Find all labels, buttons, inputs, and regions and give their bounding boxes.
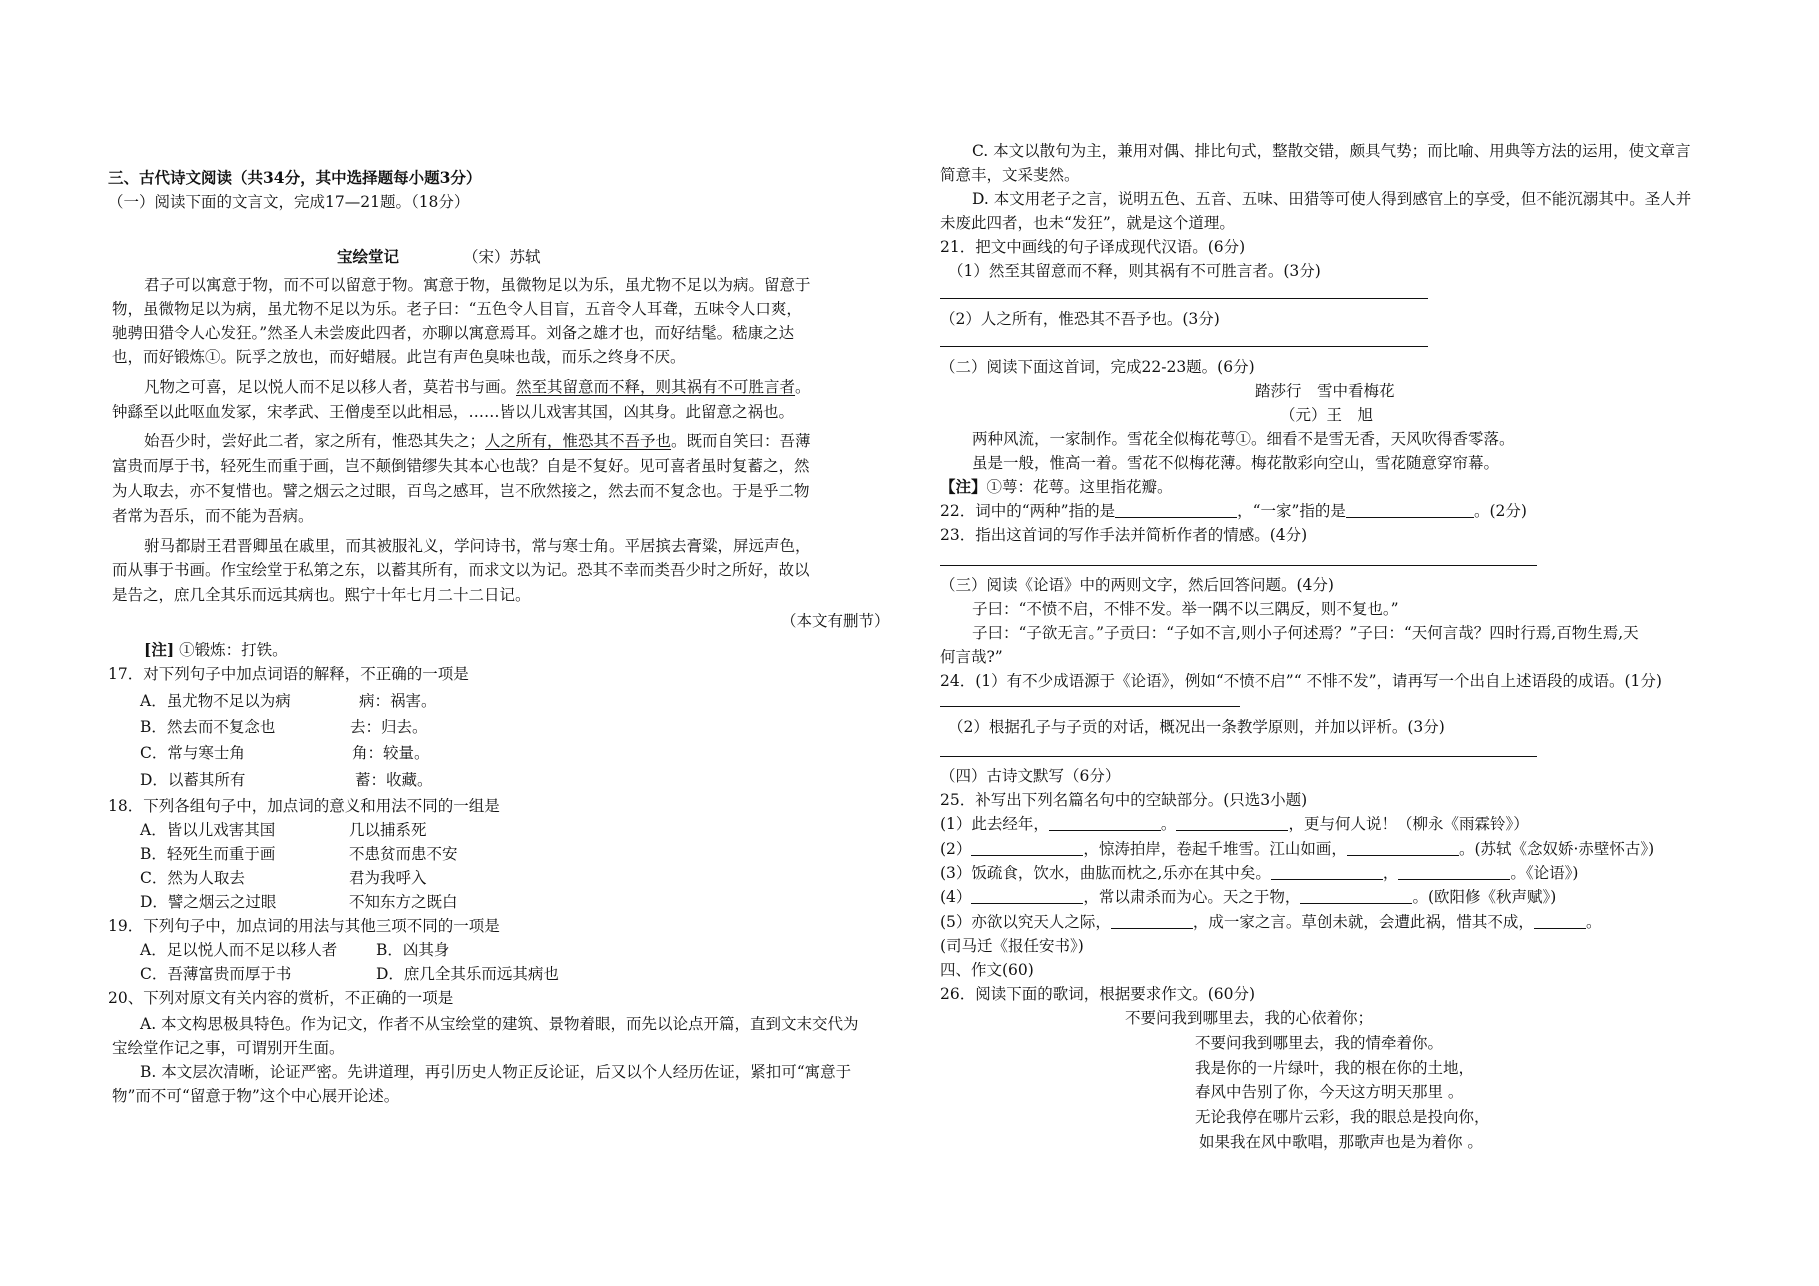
question-25-5 — [940, 910, 1601, 934]
question-25-1 — [940, 812, 1529, 836]
lyric-line: 不要问我到哪里去，我的心依着你； — [1125, 1009, 1374, 1027]
option-18-b: B．轻死生而重于画 — [140, 845, 276, 863]
lunyu-passage-2: 子曰：“子欲无言。”子贡曰：“子如不言,则小子何述焉？”子曰：“天何言哉？四时行焉,百物生焉,天 — [972, 624, 1639, 642]
question-18: 18．下列各组句子中，加点词的意义和用法不同的一组是 — [108, 797, 500, 815]
section-4-title: 四、作文(60) — [940, 961, 1034, 979]
question-26: 26．阅读下面的歌词，根据要求作文。(60分) — [940, 985, 1256, 1003]
fill-text: ，成一家之言。草创未就，会遭此祸，惜其不成， — [1192, 913, 1534, 931]
answer-blank[interactable] — [1176, 815, 1288, 831]
passage-line — [144, 429, 811, 453]
fill-text: 。 — [1160, 815, 1177, 833]
answer-line[interactable] — [940, 565, 1537, 566]
question-22-text: 22．词中的“两种”指的是 — [940, 502, 1116, 520]
answer-blank[interactable] — [1111, 913, 1193, 929]
passage-text: 凡物之可喜，足以悦人而不足以移人者，莫若书与画。 — [144, 378, 517, 396]
question-21: 21．把文中画线的句子译成现代汉语。(6分) — [940, 238, 1246, 256]
deleted-note: （本文有删节） — [781, 612, 890, 630]
answer-line[interactable] — [940, 346, 1428, 347]
option-17-d-expl: 蓄：收藏。 — [355, 771, 433, 789]
answer-blank[interactable] — [971, 888, 1083, 904]
option-17-a-expl: 病：祸害。 — [359, 692, 437, 710]
question-22-text: ，“一家”指的是 — [1237, 502, 1346, 520]
option-20-d: D. 本文用老子之言，说明五色、五音、五味、田猎等可使人得到感官上的享受，但不能沉溺其中。圣人并 — [972, 190, 1692, 208]
question-19: 19．下列句子中，加点词的用法与其他三项不同的一项是 — [108, 917, 500, 935]
option-17-d: D．以蓄其所有 — [140, 771, 246, 789]
answer-blank[interactable] — [1534, 913, 1586, 929]
option-17-c-expl: 角：较量。 — [352, 744, 430, 762]
option-17-b: B．然去而不复念也 — [140, 718, 276, 736]
lyric-line: 我是你的一片绿叶，我的根在你的土地， — [1195, 1059, 1475, 1077]
question-22 — [940, 499, 1527, 523]
lunyu-passage-1: 子曰：“不愤不启，不悱不发。举一隅不以三隅反，则不复也。” — [972, 600, 1399, 618]
footnote-text: ①锻炼：打铁。 — [179, 641, 288, 659]
fill-text: (4） — [940, 888, 972, 906]
poem-note-label: 【注】 — [940, 477, 987, 496]
sub3-intro: （三）阅读《论语》中的两则文字，然后回答问题。(4分) — [940, 576, 1334, 594]
sub2-intro: （二）阅读下面这首词，完成22-23题。(6分) — [940, 358, 1255, 376]
question-25: 25．补写出下列名篇名句中的空缺部分。(只选3小题) — [940, 791, 1308, 809]
fill-text: ， — [1382, 864, 1399, 882]
fill-text: (3）饭疏食，饮水，曲肱而枕之,乐亦在其中矣。 — [940, 864, 1271, 882]
question-21-2: （2）人之所有，惟恐其不吾予也。(3分) — [940, 310, 1220, 328]
fill-text: 。《论语》) — [1510, 864, 1579, 882]
fill-text: (2） — [940, 840, 972, 858]
footnote-label: [注] — [144, 640, 175, 659]
underlined-sentence: 然至其留意而不释，则其祸有不可胜言者 — [516, 378, 796, 396]
option-19-c: C．吾薄富贵而厚于书 — [140, 965, 292, 983]
lyric-line: 不要问我到哪里去，我的情牵着你。 — [1195, 1034, 1444, 1052]
lyric-line: 春风中告别了你，今天这方明天那里 。 — [1195, 1083, 1464, 1101]
question-23: 23．指出这首词的写作手法并简析作者的情感。(4分) — [940, 526, 1308, 544]
poem-note — [940, 475, 1173, 499]
fill-text: (5）亦欲以究天人之际， — [940, 913, 1111, 931]
passage-line: 也，而好锻炼①。阮孚之放也，而好蜡屐。此岂有声色臭味也哉，而乐之终身不厌。 — [112, 348, 686, 366]
fill-text: 。(欧阳修《秋声赋》) — [1412, 888, 1557, 906]
answer-blank[interactable] — [1115, 502, 1237, 518]
answer-blank[interactable] — [1271, 864, 1383, 880]
question-24-2: （2）根据孔子与子贡的对话，概况出一条教学原则，并加以评析。(3分) — [948, 718, 1445, 736]
option-18-c: C．然为人取去 — [140, 869, 245, 887]
poem-author: （元）王 旭 — [1280, 406, 1374, 424]
poem-line: 两种风流，一家制作。雪花全似梅花萼①。细看不是雪无香，天风吹得香零落。 — [972, 430, 1515, 448]
answer-blank[interactable] — [971, 840, 1083, 856]
answer-line[interactable] — [940, 298, 1428, 299]
passage-text: 。既而自笑曰：吾薄 — [671, 432, 811, 450]
option-18-a-2: 几以捕系死 — [349, 821, 427, 839]
poem-title: 踏莎行 雪中看梅花 — [1255, 382, 1395, 400]
lyric-line: 如果我在风中歌唱，那歌声也是为着你 。 — [1199, 1133, 1483, 1151]
poem-note-text: ①萼：花萼。这里指花瓣。 — [986, 478, 1173, 496]
option-18-d-2: 不知东方之既白 — [349, 893, 458, 911]
passage-text: 。 — [795, 378, 811, 396]
fill-text: ，更与何人说！（柳永《雨霖铃》） — [1288, 815, 1529, 833]
fill-text: (1）此去经年， — [940, 815, 1049, 833]
option-18-d: D．譬之烟云之过眼 — [140, 893, 277, 911]
option-20-a-cont: 宝绘堂作记之事，可谓别开生面。 — [112, 1039, 345, 1057]
answer-blank[interactable] — [1398, 864, 1510, 880]
fill-text: ，常以肃杀而为心。天之于物， — [1083, 888, 1301, 906]
fill-text: 。 — [1585, 913, 1602, 931]
question-25-3 — [940, 861, 1578, 885]
option-20-c: C. 本文以散句为主，兼用对偶、排比句式，整散交错，颇具气势；而比喻、用典等方法的运用，使文章言 — [972, 142, 1691, 160]
question-21-1: （1）然至其留意而不释，则其祸有不可胜言者。(3分) — [948, 262, 1321, 280]
passage-title: 宝绘堂记 — [337, 247, 400, 266]
passage-line: 驸马都尉王君晋卿虽在戚里，而其被服礼义，学问诗书，常与寒士角。平居摈去膏粱，屏远声色， — [144, 537, 811, 555]
passage-text: 始吾少时，尝好此二者，家之所有，惟恐其失之； — [144, 432, 486, 450]
option-19-a: A．足以悦人而不足以移人者 — [140, 941, 338, 959]
fill-text: ，惊涛拍岸，卷起千堆雪。江山如画， — [1083, 840, 1347, 858]
answer-blank[interactable] — [1347, 840, 1459, 856]
answer-blank[interactable] — [1300, 888, 1412, 904]
question-24-1: 24．(1）有不少成语源于《论语》，例如“不愤不启”“ 不悱不发”，请再写一个出自上述语段的成语。(1分) — [940, 672, 1662, 690]
answer-line[interactable] — [940, 756, 1537, 757]
option-17-c: C．常与寒士角 — [140, 744, 245, 762]
option-20-d-cont: 未废此四者，也未“发狂”，就是这个道理。 — [940, 214, 1235, 232]
passage-line: 钟繇至以此呕血发冢，宋孝武、王僧虔至以此相忌，……皆以儿戏害其国，凶其身。此留意之祸也。 — [112, 403, 795, 421]
passage-line: 为人取去，亦不复惜也。譬之烟云之过眼，百鸟之感耳，岂不欣然接之，然去而不复念也。于是乎二物 — [112, 482, 810, 500]
passage-line: 而从事于书画。作宝绘堂于私第之东，以蓄其所有，而求文以为记。恐其不幸而类吾少时之所好，故以 — [112, 561, 810, 579]
section-title: 三、古代诗文阅读（共34分，其中选择题每小题3分） — [108, 168, 482, 187]
passage-line: 物，虽微物足以为病，虽尤物不足以为乐。老子曰：“五色令人目盲，五音令人耳聋，五味令人口爽， — [112, 300, 802, 318]
poem-line: 虽是一般，惟高一着。雪花不似梅花薄。梅花散彩向空山，雪花随意穿帘幕。 — [972, 454, 1500, 472]
option-17-a: A．虽尤物不足以为病 — [140, 692, 291, 710]
question-25-4 — [940, 885, 1556, 909]
lunyu-passage-2-cont: 何言哉?” — [940, 648, 1003, 666]
passage-line — [144, 375, 811, 399]
question-25-2 — [940, 837, 1654, 861]
option-20-a: A. 本文构思极具特色。作为记文，作者不从宝绘堂的建筑、景物着眼，而先以论点开篇，直到文末交代为 — [140, 1015, 859, 1033]
question-17: 17．对下列句子中加点词语的解释，不正确的一项是 — [108, 665, 469, 683]
question-22-text: 。(2分) — [1473, 502, 1527, 520]
option-18-a: A．皆以儿戏害其国 — [140, 821, 276, 839]
option-20-b-cont: 物”而不可“留意于物”这个中心展开论述。 — [112, 1087, 400, 1105]
passage-line: 驰骋田猎令人心发狂。”然圣人未尝废此四者，亦聊以寓意焉耳。刘备之雄才也，而好结髦。嵇康之达 — [112, 324, 795, 342]
option-18-b-2: 不患贫而患不安 — [349, 845, 458, 863]
sub4-intro: （四）古诗文默写（6分） — [940, 767, 1121, 785]
option-20-c-cont: 简意丰，文采斐然。 — [940, 166, 1080, 184]
option-18-c-2: 君为我呼入 — [349, 869, 427, 887]
option-20-b: B. 本文层次清晰，论证严密。先讲道理，再引历史人物正反论证，后又以个人经历佐证，紧扣可“寓意于 — [140, 1063, 852, 1081]
passage-author: （宋）苏轼 — [463, 248, 541, 266]
answer-blank[interactable] — [1346, 502, 1474, 518]
option-17-b-expl: 去：归去。 — [350, 718, 428, 736]
question-20: 20、下列对原文有关内容的赏析，不正确的一项是 — [108, 989, 454, 1007]
answer-blank[interactable] — [1049, 815, 1161, 831]
option-19-d: D．庶几全其乐而远其病也 — [376, 965, 559, 983]
option-19-b: B．凶其身 — [376, 941, 450, 959]
footnote — [144, 638, 288, 662]
question-25-5-source: (司马迁《报任安书》) — [940, 937, 1084, 955]
answer-line[interactable] — [940, 706, 1240, 707]
passage-line: 君子可以寓意于物，而不可以留意于物。寓意于物，虽微物足以为乐，虽尤物不足以为病。留意于 — [144, 276, 811, 294]
passage-line: 富贵而厚于书，轻死生而重于画，岂不颠倒错缪失其本心也哉？自是不复好。见可喜者虽时复蓄之，然 — [112, 457, 810, 475]
passage-line: 是告之，庶几全其乐而远其病也。熙宁十年七月二十二日记。 — [112, 586, 531, 604]
lyric-line: 无论我停在哪片云彩，我的眼总是投向你， — [1195, 1108, 1490, 1126]
passage-line: 者常为吾乐，而不能为吾病。 — [112, 507, 314, 525]
fill-text: 。(苏轼《念奴娇·赤壁怀古》) — [1458, 840, 1655, 858]
sub1-intro: （一）阅读下面的文言文，完成17—21题。（18分） — [108, 193, 470, 211]
underlined-sentence: 人之所有，惟恐其不吾予也 — [485, 432, 672, 450]
